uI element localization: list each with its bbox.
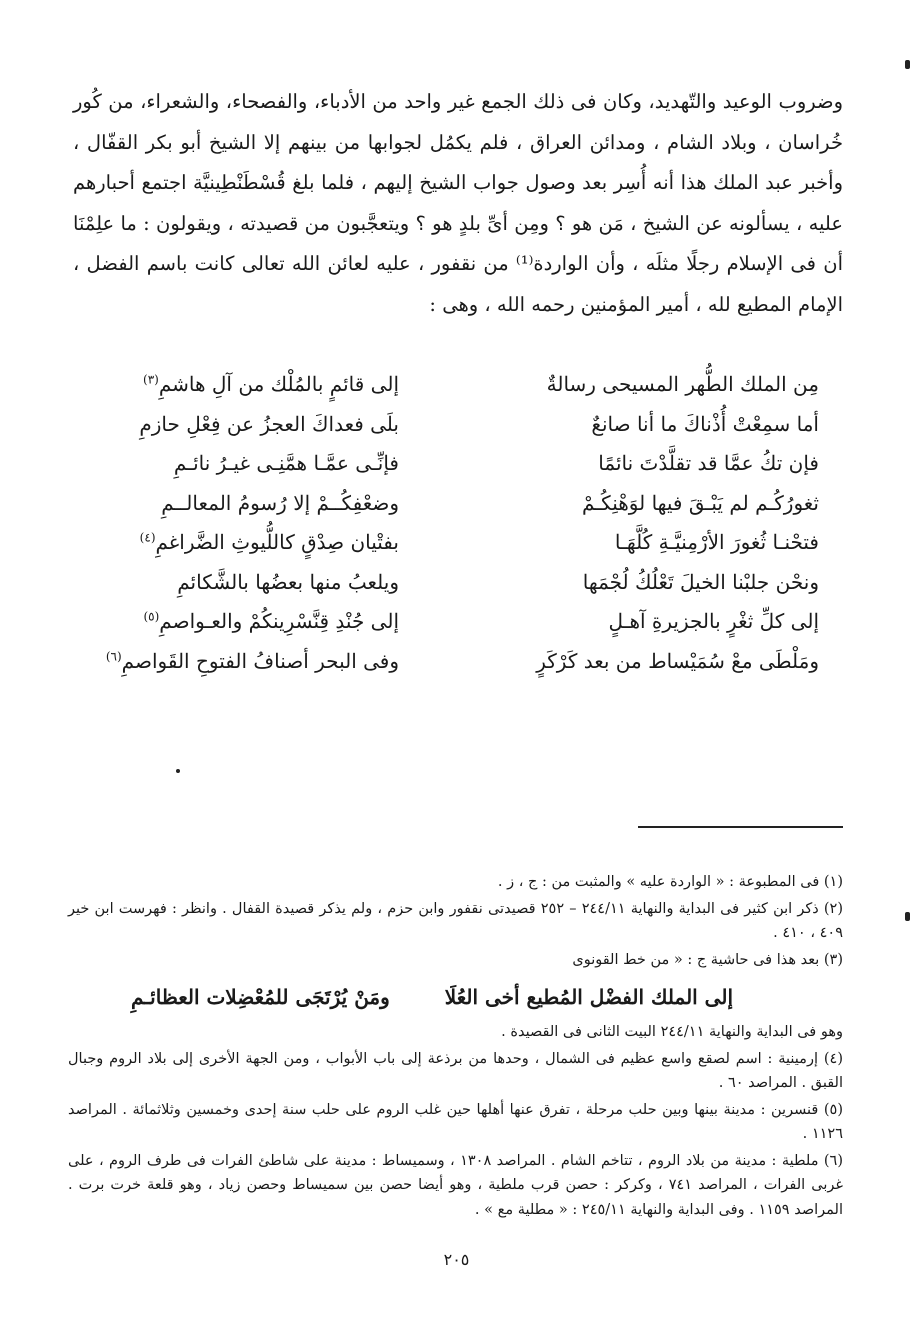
footnote-marker: (٣) [143,372,159,387]
footnote-3-continued: وهو فى البداية والنهاية ٢٤٤/١١ البيت الثانى فى القصيدة . [501,1024,843,1040]
verse-first-hemistich: إلى كلِّ ثغْرٍ بالجزيرةِ آهـلٍ [608,609,819,633]
verse-text: وضعْفِكُــمْ إلا رُسومُ المعالــمِ [161,490,399,515]
verse-first-hemistich: فتحْنـا ثُغورَ الأرْمِنيَّـةِ كُلَّهَـا [614,530,819,554]
footnote-separator [638,826,843,828]
verse-text: وفى البحر أصنافُ الفتوحِ القَواصمِ [121,648,399,673]
footnote-marker: (٦) [105,648,122,663]
verse-second-hemistich [79,372,399,396]
verse-second-hemistich [79,609,399,633]
footnote-1: (١) فى المطبوعة : « الواردة عليه » والمثبت من : ج ، ز . [497,874,843,890]
verse-first-hemistich: ثغورُكُـم لم يَبْـقَ فيها لوَهْنِكُـمْ [581,490,819,515]
main-text [73,82,843,325]
poem-verse [79,609,819,649]
verse-second-hemistich [79,451,399,475]
ink-speck [176,769,180,773]
verse-first-hemistich: أما سمِعْتْ أُذْناكَ ما أنا صانعٌ [591,411,819,436]
verse-first-hemistich: ومَلْطَى معْ سُمَيْساط من بعد كَرْكَرٍ [536,648,819,673]
poem-verse [79,491,819,531]
poem-verse [79,451,819,491]
quoted-verse-second: ومَنْ يُرْتَجَى للمُعْضِلات العظائـمِ [130,985,390,1009]
footnote-5: (٥) قنسرين : مدينة بينها وبين حلب مرحلة ، تفرق عنها أهلها حين غلب الروم على حلب سنة إحدى وخمسين وثلاثمائة . المراصد ١١٢٦ . [68,1101,843,1142]
verse-second-hemistich [79,491,399,515]
verse-second-hemistich [79,530,399,554]
verse-first-hemistich: فإن تكُ عمَّا قد تقلَّدْتَ نائمًا [598,451,819,475]
verse-second-hemistich [79,412,399,436]
verse-second-hemistich [79,570,399,594]
footnote-2: (٢) ذكر ابن كثير فى البداية والنهاية ٢٤٤/١١ – ٢٥٢ قصيدتى نقفور وابن حزم ، ولم يذكر قصيدة القفال . وانظر : فهرست ابن خير ٤٠٩ ، ٤١٠ . [68,900,844,941]
footnote-4: (٤) إرمينية : اسم لصقع واسع عظيم فى الشمال ، وحدها من برذعة إلى باب الأبواب ، ومن الجهة الأخرى إلى بلاد الروم وجبال القبق . المراصد ٦٠ . [68,1050,843,1091]
poem-verse [79,649,819,689]
quoted-verse [68,974,843,1020]
verse-text: فإنِّـى عمَّـا همَّنِـى غيـرُ نائـمِ [173,451,399,475]
verse-first-hemistich: ونحْن جلبْنا الخيلَ تَعْلُكُ لُجْمَها [582,569,819,594]
footnote-6: (٦) ملطية : مدينة من بلاد الروم ، تتاخم الشام . المراصد ١٣٠٨ ، وسميساط : مدينة على شاطئ الفرات فى طرف الروم ، على غربى الفرات ، المراصد ٧٤١ ، وكركر : حصن قرب ملطية ، وهو أيضا حصن بين سميساط وحصن زياد ، وهو قلعة خرت برت . المراصد ١١٥٩ . وفى البداية والنهاية ٢٤٥/١١ : « مطلية مع » . [68,1152,843,1218]
footnotes [68,870,843,1224]
margin-mark [905,912,910,921]
margin-mark [905,60,910,69]
verse-text: بلَى فعداكَ العجزُ عن فِعْلِ حازمِ [139,411,399,436]
poem-verse [79,530,819,570]
verse-text: إلى قائمٍ بالمُلْك من آلِ هاشمِ [158,372,399,396]
poem-verse [79,372,819,412]
footnote-3: (٣) بعد هذا فى حاشية ج : « من خط القونوى [572,951,843,968]
poem-verse [79,570,819,610]
verse-text: إلى جُنْدِ قِنَّسْرِينكُمْ والعـواصمِ [159,609,399,633]
verse-text: بفتْيان صِدْقٍ كاللُّيوثِ الضَّراغمِ [155,530,399,554]
prose-paragraph: وضروب الوعيد والتّهديد، وكان فى ذلك الجمع غير واحد من الأدباء، والفصحاء، والشعراء، من كُور خُراسان ، وبلاد الشام ، ومدائن العراق ، فلم يكمُل لجوابها من بينهم إلا الشيخ أبو بكر القفّال ، وأخبر عبد الملك هذا أنه أُسِر بعد وصول جواب الشيخ إليهم ، فلما بلغ قُسْطَنْطِينيَّة اجتمع أحبارهم عليه ، يسألونه عن الشيخ ، مَن هو ؟ ومِن أىِّ بلدٍ هو ؟ ويتعجَّبون من قصيدته ، ويقولون : ما علِمْنَا أن فى الإسلام رجلًا مثلَه ، وأن الواردة⁽¹⁾ من نقفور ، عليه لعائن الله تعالى كانت باسم الفضل ، الإمام المطيع لله ، أمير المؤمنين رحمه الله ، وهى : [73,90,843,316]
footnote-marker: (٥) [143,609,160,624]
verse-first-hemistich: مِن الملك الطُّهر المسيحى رسالةٌ [546,372,819,396]
page-number: ٢٠٥ [443,1250,470,1269]
poem-verse [79,412,819,452]
footnote-marker: (٤) [139,530,156,545]
poem [79,372,819,688]
verse-second-hemistich [79,649,399,673]
verse-text: ويلعبُ منها بعضُها بالشَّكائمِ [177,569,399,594]
quoted-verse-first: إلى الملك الفضْل المُطيع أخى العُلَا [444,985,733,1009]
